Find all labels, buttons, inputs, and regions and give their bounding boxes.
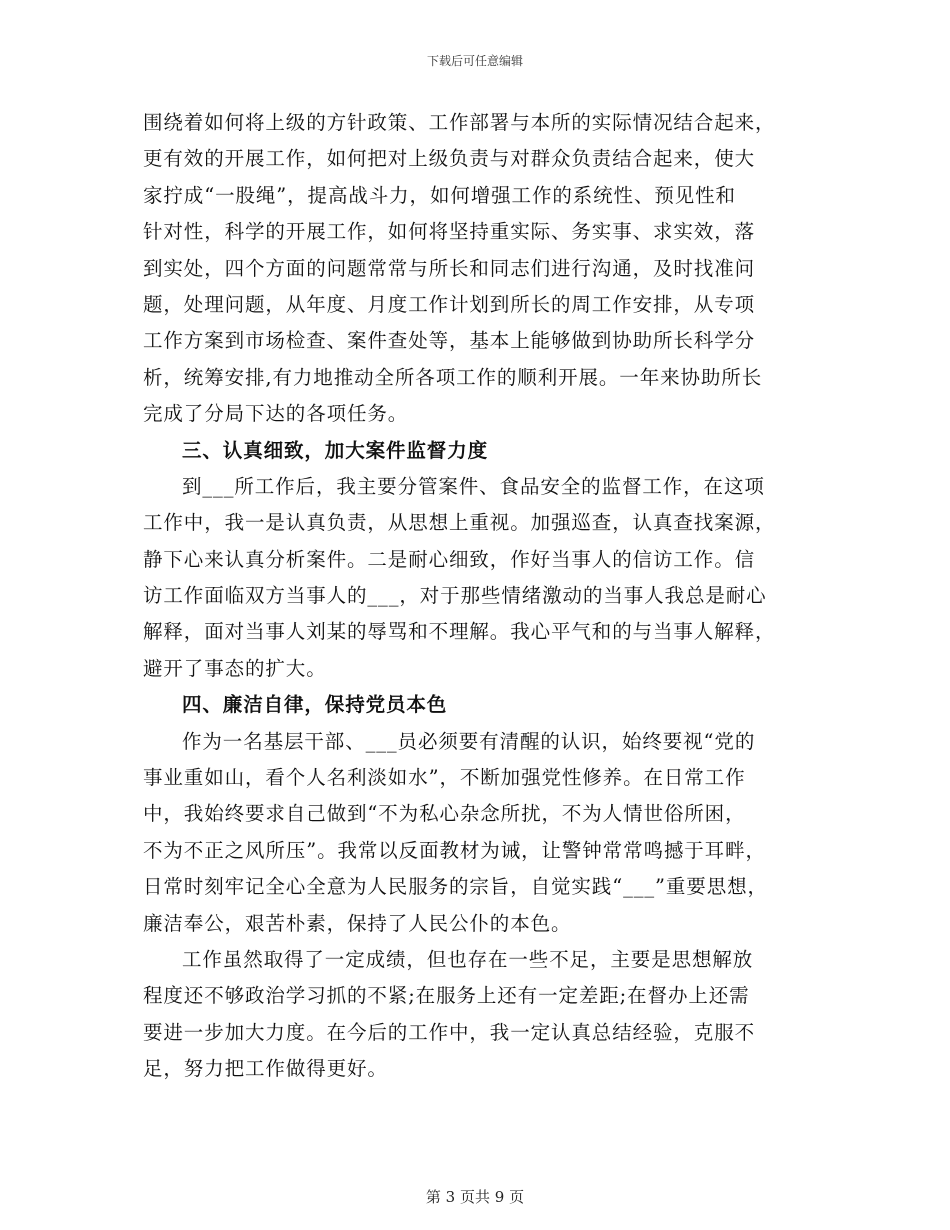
section-heading-4: 四、廉洁自律，保持党员本色 — [182, 693, 448, 717]
body-line: 廉洁奉公，艰苦朴素，保持了人民公仆的本色。 — [143, 911, 572, 935]
document-body — [143, 105, 818, 1088]
body-line: 日常时刻牢记全心全意为人民服务的宗旨，自觉实践“___”重要思想， — [143, 875, 768, 899]
paragraph-first-line: 到___所工作后，我主要分管案件、食品安全的监督工作，在这项 — [182, 474, 765, 498]
body-line: 更有效的开展工作，如何把对上级负责与对群众负责结合起来，使大 — [143, 147, 756, 171]
body-line: 足，努力把工作做得更好。 — [143, 1057, 388, 1081]
page-footer: 第 3 页共 9 页 — [425, 1188, 525, 1206]
section-heading-3: 三、认真细致，加大案件监督力度 — [182, 438, 489, 462]
body-line: 工作方案到市场检查、案件查处等，基本上能够做到协助所长科学分 — [143, 329, 756, 353]
paragraph-first-line: 工作虽然取得了一定成绩，但也存在一些不足，主要是思想解放 — [182, 947, 754, 971]
body-line: 工作中，我一是认真负责，从思想上重视。加强巡查，认真查找案源， — [143, 511, 776, 535]
body-line: 中，我始终要求自己做到“不为私心杂念所扰，不为人情世俗所困， — [143, 802, 746, 826]
body-line: 事业重如山，看个人名利淡如水”，不断加强党性修养。在日常工作 — [143, 766, 746, 790]
paragraph-first-line: 作为一名基层干部、___员必须要有清醒的认识，始终要视“党的 — [182, 729, 756, 753]
page-header: 下载后可任意编辑 — [426, 54, 523, 68]
body-line: 针对性，科学的开展工作，如何将坚持重实际、务实事、求实效，落 — [143, 220, 756, 244]
body-line: 访工作面临双方当事人的___，对于那些情绪激动的当事人我总是耐心 — [143, 584, 767, 608]
body-line: 题，处理问题，从年度、月度工作计划到所长的周工作安排，从专项 — [143, 292, 756, 316]
body-line: 家拧成“一股绳”，提高战斗力，如何增强工作的系统性、预见性和 — [143, 183, 736, 207]
body-line: 程度还不够政治学习抓的不紧;在服务上还有一定差距;在督办上还需 — [143, 984, 750, 1008]
body-line: 不为不正之风所压”。我常以反面教材为诫，让警钟常常鸣撼于耳畔， — [143, 838, 766, 862]
body-line: 到实处，四个方面的问题常常与所长和同志们进行沟通，及时找准问 — [143, 256, 756, 280]
body-line: 要进一步加大力度。在今后的工作中，我一定认真总结经验，克服不 — [143, 1020, 756, 1044]
body-line: 解释，面对当事人刘某的辱骂和不理解。我心平气和的与当事人解释， — [143, 620, 776, 644]
body-line: 完成了分局下达的各项任务。 — [143, 402, 409, 426]
body-line: 静下心来认真分析案件。二是耐心细致，作好当事人的信访工作。信 — [143, 547, 756, 571]
body-line: 围绕着如何将上级的方针政策、工作部署与本所的实际情况结合起来， — [143, 111, 776, 134]
body-line: 避开了事态的扩大。 — [143, 656, 327, 680]
body-line: 析，统筹安排,有力地推动全所各项工作的顺利开展。一年来协助所长 — [143, 365, 763, 389]
